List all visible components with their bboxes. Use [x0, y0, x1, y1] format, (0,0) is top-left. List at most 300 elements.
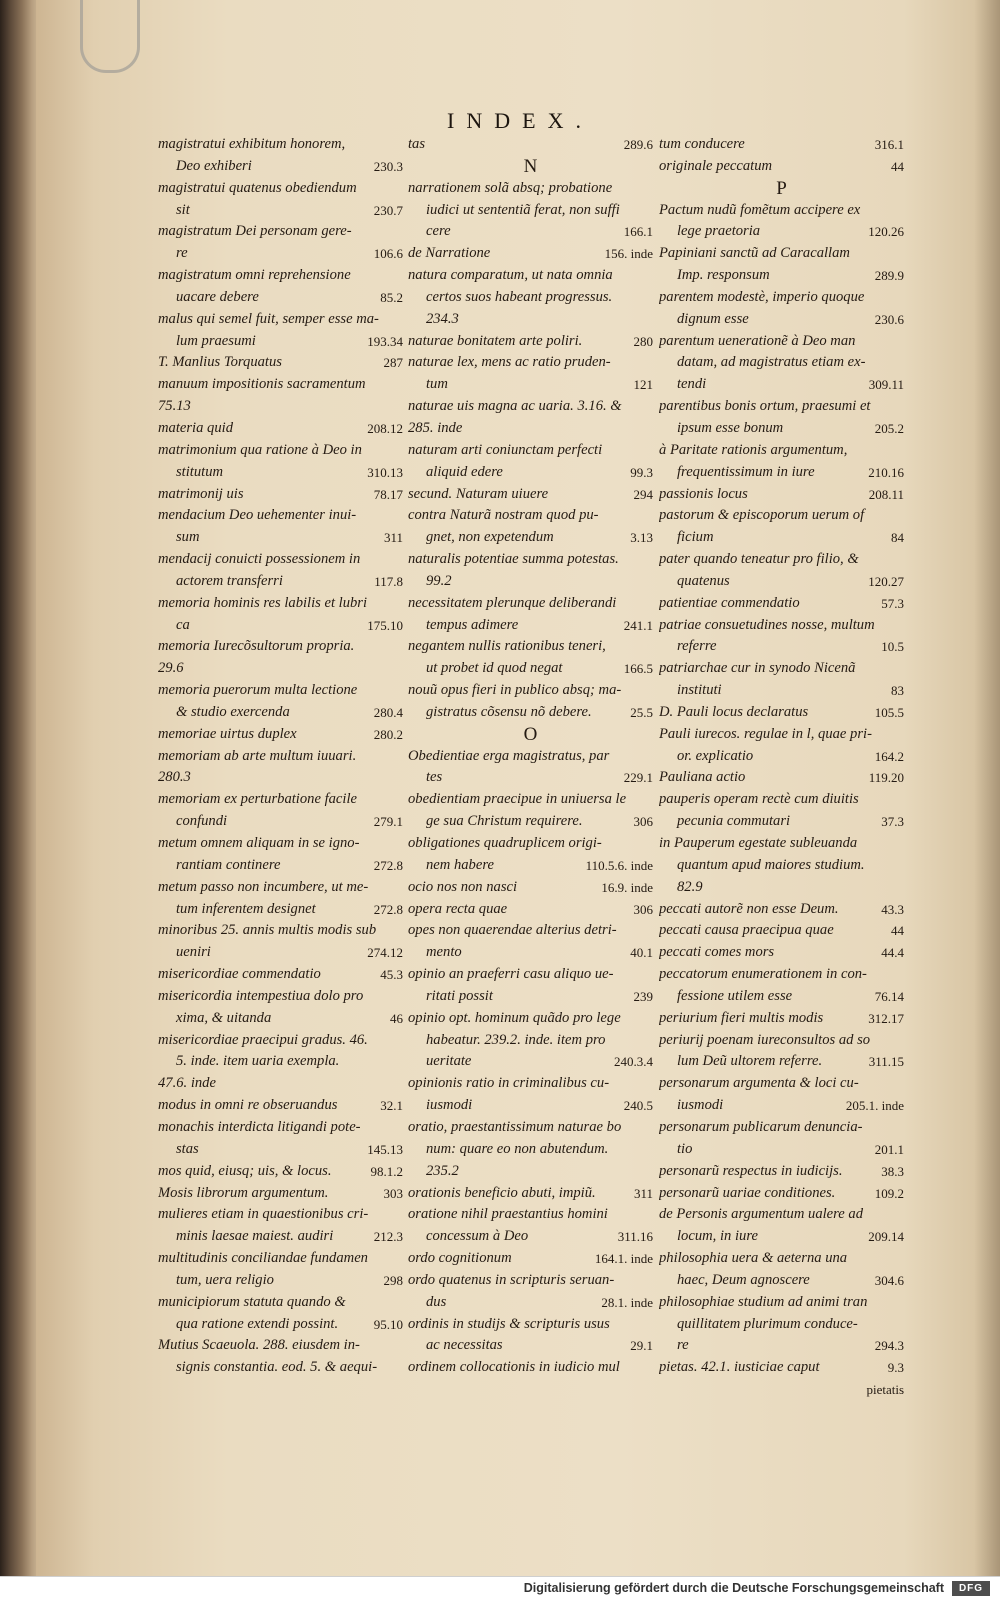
entry-line	[158, 877, 403, 899]
index-entry	[408, 920, 653, 964]
index-entry	[659, 593, 904, 615]
entry-line	[408, 942, 653, 964]
index-entry	[408, 396, 653, 440]
page-reference: 241.1	[623, 617, 653, 633]
entry-line	[408, 1051, 653, 1073]
entry-text: Imp. responsum	[677, 267, 770, 284]
entry-line	[158, 615, 403, 637]
page-reference: 16.9. inde	[601, 879, 653, 895]
entry-line	[659, 680, 904, 702]
entry-text: quillitatem plurimum conduce-	[677, 1315, 858, 1332]
entry-line	[659, 920, 904, 942]
page-reference: 230.6	[874, 311, 904, 327]
entry-line	[158, 221, 403, 243]
page-reference: 240.5	[623, 1098, 653, 1114]
index-entry	[408, 440, 653, 484]
entry-text: manuum impositionis sacramentum	[158, 376, 366, 393]
book-spine-edge	[0, 0, 40, 1599]
entry-text: pastorum & episcoporum uerum of	[659, 507, 865, 524]
index-entry	[659, 658, 904, 702]
page-reference: 311	[633, 1185, 653, 1201]
index-entry	[659, 549, 904, 593]
page-reference: 272.8	[373, 901, 403, 917]
entry-text: in Pauperum egestate subleuanda	[659, 835, 858, 851]
entry-text: metum omnem aliquam in se igno-	[158, 835, 360, 851]
entry-line	[408, 767, 653, 789]
entry-line	[408, 134, 653, 156]
page-reference: 311.16	[617, 1229, 653, 1245]
index-entry	[158, 1030, 403, 1096]
entry-line	[158, 1117, 403, 1139]
index-entry	[659, 724, 904, 768]
entry-text: concessum à Deo	[426, 1228, 529, 1245]
page-reference: 44.4	[881, 945, 904, 961]
entry-text: opinio an praeferri casu aliquo ue-	[408, 966, 614, 983]
page-reference: 287	[383, 355, 403, 371]
page-reference: 85.2	[380, 289, 403, 305]
entry-line	[659, 331, 904, 353]
entry-line	[659, 615, 904, 637]
entry-text: tum inferentem designet	[176, 900, 316, 917]
entry-text: num: quare eo non abutendum.	[426, 1140, 609, 1157]
entry-line	[659, 636, 904, 658]
entry-text: re	[176, 245, 188, 262]
page-reference: 110.5.6. inde	[585, 857, 653, 873]
index-entry	[408, 352, 653, 396]
entry-text: secund. Naturam uiuere	[408, 485, 549, 502]
page-reference: 274.12	[367, 945, 403, 961]
index-entry	[408, 636, 653, 680]
footer-credit: Digitalisierung gefördert durch die Deutsche Forschungsgemeinschaft	[523, 1581, 944, 1595]
index-entry	[158, 440, 403, 484]
entry-line	[408, 877, 653, 899]
entry-line	[408, 1030, 653, 1052]
index-entry	[659, 1248, 904, 1292]
entry-text: pauperis operam rectè cum diuitis	[659, 791, 859, 808]
page-reference: 28.1. inde	[601, 1294, 653, 1310]
page-reference: 205.1. inde	[845, 1098, 904, 1114]
entry-line	[408, 789, 653, 811]
entry-line	[659, 549, 904, 571]
entry-line	[158, 374, 403, 396]
index-entry	[659, 156, 904, 178]
entry-text: certos suos habeant progressus.	[426, 288, 613, 305]
entry-text: narrationem solã absq; probatione	[408, 179, 613, 196]
index-entry	[659, 331, 904, 397]
entry-line	[408, 855, 653, 877]
entry-line	[659, 855, 904, 877]
entry-line	[408, 200, 653, 222]
entry-text: naturae lex, mens ac ratio pruden-	[408, 354, 611, 371]
entry-line	[158, 1161, 403, 1183]
entry-text: memoria hominis res labilis et lubri	[158, 594, 368, 611]
entry-text: ge sua Christum requirere.	[426, 813, 583, 830]
section-letter: N	[523, 155, 538, 177]
entry-line	[408, 287, 653, 309]
entry-line	[158, 1183, 403, 1205]
index-entry	[408, 899, 653, 921]
index-entry	[659, 1292, 904, 1358]
entry-line	[158, 811, 403, 833]
index-entry	[659, 767, 904, 789]
entry-line	[158, 571, 403, 593]
entry-text: memoriae uirtus duplex	[158, 725, 297, 742]
entry-text: ueniri	[176, 944, 211, 961]
index-entry	[408, 680, 653, 724]
index-entry	[158, 877, 403, 921]
index-entry	[158, 593, 403, 637]
entry-text: & studio exercenda	[176, 703, 290, 720]
page-reference: 209.14	[868, 1229, 904, 1245]
entry-line	[158, 1335, 403, 1357]
entry-text: mulieres etiam in quaestionibus cri-	[158, 1206, 369, 1223]
index-entry	[158, 549, 403, 593]
entry-text: peccati causa praecipua quae	[659, 922, 834, 939]
page-reference: 229.1	[623, 770, 653, 786]
entry-line	[158, 462, 403, 484]
entry-text: stas	[176, 1140, 199, 1157]
page-reference: 205.2	[874, 420, 904, 436]
index-column-1	[158, 134, 403, 1379]
entry-text: personarũ uariae conditiones.	[659, 1184, 836, 1201]
entry-line	[158, 724, 403, 746]
entry-text: dus	[426, 1293, 447, 1310]
index-entry	[158, 1292, 403, 1336]
entry-line	[659, 1357, 904, 1379]
page-reference: 312.17	[868, 1010, 904, 1026]
entry-text: passionis locus	[659, 485, 748, 502]
entry-text: mendacij conuicti possessionem in	[158, 551, 361, 568]
entry-text: stitutum	[176, 463, 224, 480]
index-entry	[158, 964, 403, 986]
page-reference: 304.6	[874, 1272, 904, 1288]
entry-text: opes non quaerendae alterius detri-	[408, 922, 617, 939]
entry-line	[408, 593, 653, 615]
entry-line	[158, 265, 403, 287]
entry-line	[408, 746, 653, 768]
page-reference: 45.3	[380, 967, 403, 983]
entry-line	[659, 418, 904, 440]
entry-line	[659, 571, 904, 593]
entry-text: 99.2	[426, 572, 452, 589]
entry-line	[408, 331, 653, 353]
entry-line	[659, 134, 904, 156]
index-entry	[158, 505, 403, 549]
page-reference: 46	[390, 1010, 403, 1026]
page-header: INDEX.	[447, 108, 593, 133]
entry-text: tio	[677, 1140, 693, 1157]
entry-line	[659, 156, 904, 178]
index-entry	[158, 789, 403, 833]
entry-text: frequentissimum in iure	[677, 463, 815, 480]
index-entry	[408, 484, 653, 506]
entry-line	[408, 505, 653, 527]
page-reference: 230.3	[373, 158, 403, 174]
entry-text: fessione utilem esse	[677, 987, 793, 1004]
entry-text: personarum publicarum denuncia-	[659, 1118, 863, 1135]
index-entry	[408, 243, 653, 265]
entry-text: ordo cognitionum	[408, 1250, 512, 1267]
entry-text: patriarchae cur in synodo Nicenã	[659, 660, 856, 677]
entry-text: personarum argumenta & loci cu-	[659, 1075, 859, 1092]
page-reference: 294.3	[874, 1338, 904, 1354]
entry-text: patientiae commendatio	[659, 594, 800, 611]
entry-line	[158, 593, 403, 615]
page-reference: 120.27	[868, 573, 904, 589]
entry-line	[158, 178, 403, 200]
page-reference: 29.1	[630, 1338, 653, 1354]
entry-line	[659, 1183, 904, 1205]
entry-text: nem habere	[426, 856, 494, 873]
page-reference: 240.3.4	[614, 1054, 653, 1070]
index-entry	[408, 593, 653, 637]
page-reference: 156. inde	[604, 246, 653, 262]
index-entry	[659, 440, 904, 484]
page-reference: 210.16	[868, 464, 904, 480]
entry-line	[659, 899, 904, 921]
entry-line	[158, 636, 403, 658]
entry-line	[408, 1183, 653, 1205]
entry-text: oratio, praestantissimum naturae bo	[408, 1118, 622, 1135]
page-reference: 3.13	[630, 530, 653, 546]
entry-text: peccati autorẽ non esse Deum.	[659, 900, 839, 917]
entry-text: Papiniani sanctũ ad Caracallam	[659, 245, 850, 262]
page-reference: 208.12	[367, 420, 403, 436]
index-entry	[408, 1117, 653, 1183]
index-entry	[659, 702, 904, 724]
entry-text: minoribus 25. annis multis modis sub	[158, 922, 377, 939]
entry-line	[659, 1335, 904, 1357]
entry-line	[408, 636, 653, 658]
entry-line	[408, 462, 653, 484]
entry-text: mendacium Deo uehementer inui-	[158, 507, 357, 524]
page-reference: 95.10	[373, 1316, 403, 1332]
entry-text: parentum uenerationẽ à Deo man	[659, 332, 856, 349]
page-reference: 289.6	[623, 137, 653, 152]
index-entry	[659, 615, 904, 659]
page-reference: 306	[633, 901, 653, 917]
entry-text: philosophiae studium ad animi tran	[659, 1293, 868, 1310]
entry-text: obligationes quadruplicem origi-	[408, 835, 602, 851]
entry-text: 29.6	[158, 660, 184, 677]
index-entry	[158, 746, 403, 790]
entry-line	[408, 1073, 653, 1095]
index-entry	[408, 134, 653, 156]
entry-text: misericordiae praecipui gradus. 46.	[158, 1031, 368, 1048]
page-reference: 175.10	[367, 617, 403, 633]
index-entry	[659, 1183, 904, 1205]
entry-text: iudici ut sententiã ferat, non suffi	[426, 201, 620, 218]
entry-line	[659, 746, 904, 768]
entry-line	[408, 549, 653, 571]
page-reference: pietatis	[866, 1382, 904, 1398]
entry-line	[408, 309, 653, 331]
index-entry	[408, 1183, 653, 1205]
entry-line	[408, 680, 653, 702]
entry-text: magistratui exhibitum honorem,	[158, 136, 346, 152]
entry-line	[158, 855, 403, 877]
index-entry	[408, 1204, 653, 1248]
entry-text: quatenus	[677, 572, 730, 589]
index-entry	[158, 1183, 403, 1205]
entry-text: lum praesumi	[176, 332, 256, 349]
entry-line	[158, 767, 403, 789]
entry-line	[158, 1139, 403, 1161]
entry-text: Pactum nudũ fomẽtum accipere ex	[659, 201, 861, 218]
entry-text: naturae bonitatem arte poliri.	[408, 332, 583, 349]
entry-line	[659, 1095, 904, 1117]
entry-text: necessitatem plerunque deliberandi	[408, 594, 617, 611]
entry-text: natura comparatum, ut nata omnia	[408, 267, 613, 284]
entry-text: opinio opt. hominum quãdo pro lege	[408, 1009, 621, 1026]
page-reference: 9.3	[887, 1360, 904, 1376]
entry-text: opera recta quae	[408, 900, 508, 917]
index-entry	[408, 1270, 653, 1314]
index-entry	[158, 920, 403, 964]
entry-line	[659, 702, 904, 724]
page-reference: 44	[891, 923, 904, 939]
entry-text: 5. inde. item uaria exempla.	[176, 1053, 340, 1070]
entry-text: dignum esse	[677, 310, 749, 327]
page-reference: 272.8	[373, 857, 403, 873]
entry-line	[408, 374, 653, 396]
page-reference: 57.3	[881, 595, 904, 611]
entry-line	[408, 964, 653, 986]
page-reference: 10.5	[881, 639, 904, 655]
entry-line	[158, 789, 403, 811]
entry-line	[408, 418, 653, 440]
entry-text: metum passo non incumbere, ut me-	[158, 878, 369, 895]
entry-line	[158, 1030, 403, 1052]
entry-line	[408, 484, 653, 506]
entry-line	[659, 1051, 904, 1073]
index-column-2	[408, 134, 653, 1379]
page-reference: 117.8	[374, 573, 403, 589]
entry-line	[408, 265, 653, 287]
index-entry	[408, 833, 653, 877]
index-entry	[659, 396, 904, 440]
entry-line	[158, 1095, 403, 1117]
entry-line	[408, 527, 653, 549]
entry-text: ficium	[677, 529, 714, 546]
index-entry	[158, 221, 403, 265]
entry-line	[408, 1335, 653, 1357]
index-entry	[158, 374, 403, 418]
page-reference: 37.3	[881, 814, 904, 830]
index-entry	[158, 352, 403, 374]
entry-line	[659, 1117, 904, 1139]
entry-line	[659, 811, 904, 833]
page-reference: 99.3	[630, 464, 653, 480]
index-entry	[659, 1008, 904, 1030]
page-reference: 309.11	[868, 377, 904, 393]
page-reference: 121	[633, 377, 653, 393]
entry-line	[659, 440, 904, 462]
entry-text: Pauli iurecos. regulae in l, quae pri-	[659, 725, 872, 742]
page-reference: 119.20	[868, 770, 904, 786]
index-entry	[158, 134, 403, 178]
page-reference: 316.1	[874, 137, 904, 152]
entry-line	[408, 1161, 653, 1183]
page-reference: 310.13	[367, 464, 403, 480]
entry-line	[659, 396, 904, 418]
entry-text: habeatur. 239.2. inde. item pro	[426, 1031, 606, 1048]
entry-line	[408, 1314, 653, 1336]
entry-text: oratione nihil praestantius homini	[408, 1206, 608, 1223]
entry-line	[659, 265, 904, 287]
index-entry	[158, 1248, 403, 1292]
entry-line	[158, 658, 403, 680]
index-entry	[659, 505, 904, 549]
entry-line	[659, 658, 904, 680]
entry-text: quantum apud maiores studium.	[677, 856, 865, 873]
index-entry	[158, 1095, 403, 1117]
page-reference: 280.4	[373, 704, 403, 720]
entry-line	[408, 571, 653, 593]
entry-line	[659, 221, 904, 243]
entry-text: misericordiae commendatio	[158, 966, 321, 983]
page-reference: 120.26	[868, 224, 904, 240]
entry-line	[408, 1226, 653, 1248]
index-column-3	[659, 134, 904, 1401]
entry-line	[408, 702, 653, 724]
entry-text: naturalis potentiae summa potestas.	[408, 551, 619, 568]
entry-text: Deo exhiberi	[176, 157, 252, 174]
entry-text: ueritate	[426, 1053, 472, 1070]
index-entry	[408, 178, 653, 244]
page-reference: 280	[633, 333, 653, 349]
entry-line	[158, 1314, 403, 1336]
entry-text: pietas. 42.1. iusticiae caput	[659, 1359, 820, 1376]
page-reference: 44	[891, 158, 904, 174]
index-entry	[659, 789, 904, 833]
entry-line	[158, 200, 403, 222]
index-entry	[158, 484, 403, 506]
page-reference: 145.13	[367, 1141, 403, 1157]
entry-text: memoriam ex perturbatione facile	[158, 791, 357, 808]
entry-text: à Paritate rationis argumentum,	[659, 441, 848, 458]
entry-text: originale peccatum	[659, 157, 773, 174]
entry-text: ordo quatenus in scripturis seruan-	[408, 1271, 615, 1288]
entry-text: Mosis librorum argumentum.	[158, 1184, 329, 1201]
page-reference: 43.3	[881, 901, 904, 917]
entry-line	[659, 462, 904, 484]
entry-line	[659, 767, 904, 789]
entry-text: 47.6. inde	[158, 1075, 216, 1092]
index-entry	[408, 505, 653, 549]
entry-line	[158, 1051, 403, 1073]
index-entry	[158, 636, 403, 680]
index-entry	[408, 1008, 653, 1074]
index-entry	[408, 746, 653, 790]
entry-line	[659, 1008, 904, 1030]
index-entry	[659, 833, 904, 899]
index-entry	[158, 724, 403, 746]
paper-clip-icon	[80, 0, 140, 73]
entry-text: Mutius Scaeuola. 288. eiusdem in-	[158, 1337, 360, 1354]
entry-line	[158, 505, 403, 527]
entry-text: naturam arti coniunctam perfecti	[408, 441, 603, 458]
entry-line	[659, 1030, 904, 1052]
index-entry	[408, 1073, 653, 1117]
page-reference: 303	[383, 1185, 403, 1201]
entry-text: tempus adimere	[426, 616, 519, 633]
index-entry	[408, 1248, 653, 1270]
entry-text: multitudinis conciliandae fundamen	[158, 1250, 368, 1267]
page-reference: 109.2	[874, 1185, 904, 1201]
entry-text: peccati comes mors	[659, 944, 775, 961]
index-entry	[659, 200, 904, 244]
